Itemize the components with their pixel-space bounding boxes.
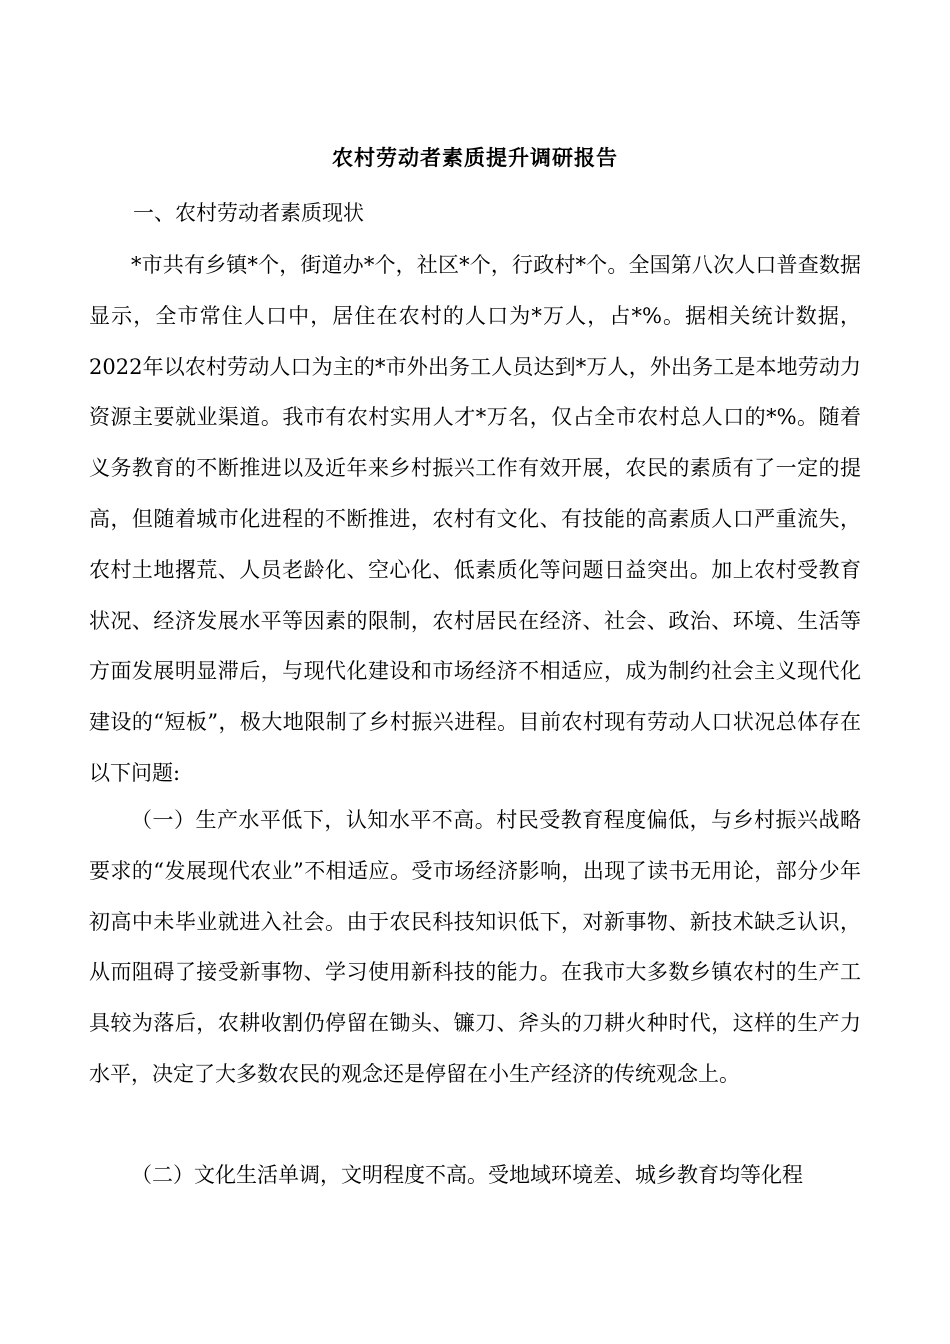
paragraph-issue-one: （一）生产水平低下，认知水平不高。村民受教育程度偏低，与乡村振兴战略要求的“发展现代农业”不相适应。受市场经济影响，出现了读书无用论，部分少年初高中未毕业就进入社会。由于农民科技知识低下，对新事物、新技术缺乏认识，从而阻碍了接受新事物、学习使用新科技的能力。在我市大多数乡镇农村的生产工具较为落后，农耕收割仍停留在锄头、镰刀、斧头的刀耕火种时代，这样的生产力水平，决定了大多数农民的观念还是停留在小生产经济的传统观念上。 xyxy=(89,808,861,1086)
section-heading: 一、农村劳动者素质现状 xyxy=(133,201,364,225)
paragraph-overview: *市共有乡镇*个，街道办*个，社区*个，行政村*个。全国第八次人口普查数据显示，全市常住人口中，居住在农村的人口为*万人，占*%。据相关统计数据，2022年以农村劳动人口为主的*市外出务工人员达到*万人，外出务工是本地劳动力资源主要就业渠道。我市有农村实用人才*万名，仅占全市农村总人口的*%。随着义务教育的不断推进以及近年来乡村振兴工作有效开展，农民的素质有了一定的提高，但随着城市化进程的不断推进，农村有文化、有技能的高素质人口严重流失，农村土地撂荒、人员老龄化、空心化、低素质化等问题日益突出。加上农村受教育状况、经济发展水平等因素的限制，农村居民在经济、社会、政治、环境、生活等方面发展明显滞后，与现代化建设和市场经济不相适应，成为制约社会主义现代化建设的“短板”，极大地限制了乡村振兴进程。目前农村现有劳动人口状况总体存在以下问题: xyxy=(89,253,861,785)
document-title: 农村劳动者素质提升调研报告 xyxy=(332,145,618,170)
paragraph-issue-two: （二）文化生活单调，文明程度不高。受地域环境差、城乡教育均等化程 xyxy=(131,1163,803,1187)
